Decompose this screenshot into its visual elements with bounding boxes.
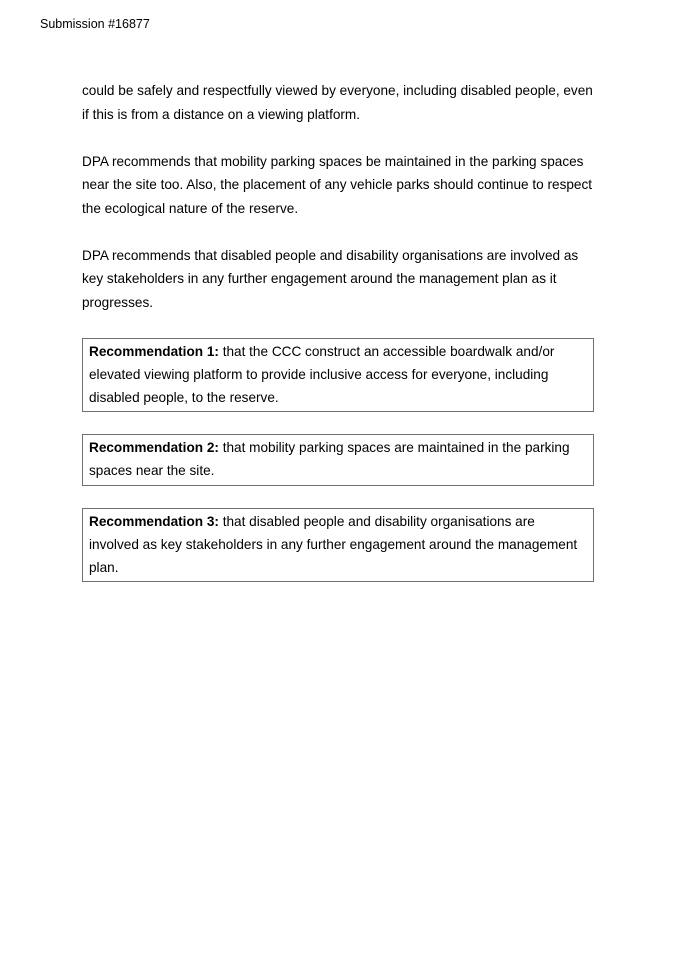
recommendation-2-box	[82, 434, 594, 485]
recommendation-1-label: Recommendation 1:	[89, 343, 219, 359]
paragraph-viewing-platform: could be safely and respectfully viewed by everyone, including disabled people, even if this is from a distance on a viewing platform.	[82, 83, 593, 122]
document-body	[82, 79, 598, 604]
paragraph-stakeholders: DPA recommends that disabled people and disability organisations are involved as key stakeholders in any further engagement around the management plan as it progresses.	[82, 247, 579, 310]
recommendation-2-label: Recommendation 2:	[89, 440, 219, 456]
recommendation-3-text: that disabled people and disability organisations are involved as key stakeholders in any further engagement around the management plan.	[89, 513, 578, 575]
recommendation-1-box	[82, 338, 594, 413]
recommendation-2-text: that mobility parking spaces are maintained in the parking spaces near the site.	[89, 440, 570, 479]
paragraph-mobility-parking: DPA recommends that mobility parking spaces be maintained in the parking spaces near the site too. Also, the placement of any vehicle parks should continue to respect the ecological nature of the reserve.	[82, 153, 593, 216]
recommendation-3-label: Recommendation 3:	[89, 513, 219, 529]
submission-header: Submission #16877	[40, 17, 150, 31]
recommendation-1-text: that the CCC construct an accessible boardwalk and/or elevated viewing platform to provide inclusive access for everyone, including disabled people, to the reserve.	[89, 343, 555, 405]
recommendation-3-box	[82, 508, 594, 583]
